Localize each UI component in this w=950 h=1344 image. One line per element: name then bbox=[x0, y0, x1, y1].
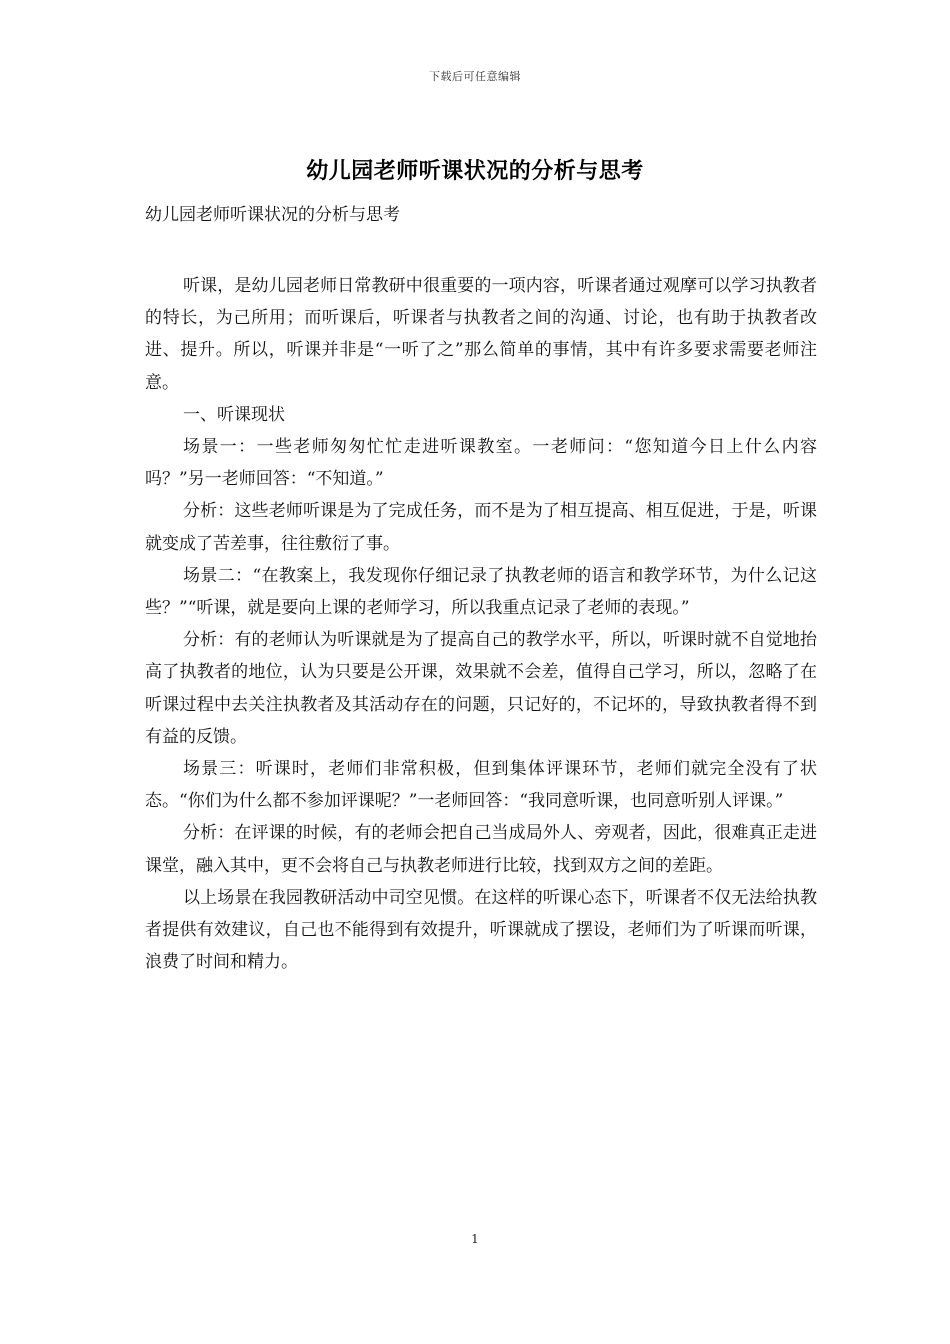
document-title: 幼儿园老师听课状况的分析与思考 bbox=[306, 158, 644, 184]
paragraph-intro: 听课，是幼儿园老师日常教研中很重要的一项内容，听课者通过观摩可以学习执教者的特长，为己所用；而听课后，听课者与执教者之间的沟通、讨论，也有助于执教者改进、提升。所以，听课并非是“一听了之”那么简单的事情，其中有许多要求需要老师注意。 bbox=[145, 276, 817, 393]
document-body bbox=[145, 270, 817, 978]
paragraph-scene-three: 场景三：听课时，老师们非常积极，但到集体评课环节，老师们就完全没有了状态。“你们为什么都不参加评课呢？”一老师回答：“我同意听课，也同意听别人评课。” bbox=[145, 759, 817, 812]
document-subtitle: 幼儿园老师听课状况的分析与思考 bbox=[145, 205, 400, 225]
section-heading-current-status: 一、听课现状 bbox=[183, 404, 285, 425]
page-number: 1 bbox=[471, 1232, 479, 1246]
header-note: 下载后可任意编辑 bbox=[429, 70, 521, 83]
paragraph-summary: 以上场景在我园教研活动中司空见惯。在这样的听课心态下，听课者不仅无法给执教者提供有效建议，自己也不能得到有效提升，听课就成了摆设，老师们为了听课而听课，浪费了时间和精力。 bbox=[145, 887, 817, 973]
paragraph-analysis-three: 分析：在评课的时候，有的老师会把自己当成局外人、旁观者，因此，很难真正走进课堂，融入其中，更不会将自己与执教老师进行比较，找到双方之间的差距。 bbox=[145, 823, 817, 876]
paragraph-analysis-two: 分析：有的老师认为听课就是为了提高自己的教学水平，所以，听课时就不自觉地抬高了执教者的地位，认为只要是公开课，效果就不会差，值得自己学习，所以，忽略了在听课过程中去关注执教者及其活动存在的问题，只记好的，不记坏的，导致执教者得不到有益的反馈。 bbox=[145, 630, 817, 747]
paragraph-scene-one: 场景一：一些老师匆匆忙忙走进听课教室。一老师问：“您知道今日上什么内容吗？”另一老师回答：“不知道。” bbox=[145, 437, 817, 490]
paragraph-analysis-one: 分析：这些老师听课是为了完成任务，而不是为了相互提高、相互促进，于是，听课就变成了苦差事，往往敷衍了事。 bbox=[145, 501, 817, 554]
paragraph-scene-two: 场景二：“在教案上，我发现你仔细记录了执教老师的语言和教学环节，为什么记这些？”“听课，就是要向上课的老师学习，所以我重点记录了老师的表现。” bbox=[145, 565, 817, 619]
